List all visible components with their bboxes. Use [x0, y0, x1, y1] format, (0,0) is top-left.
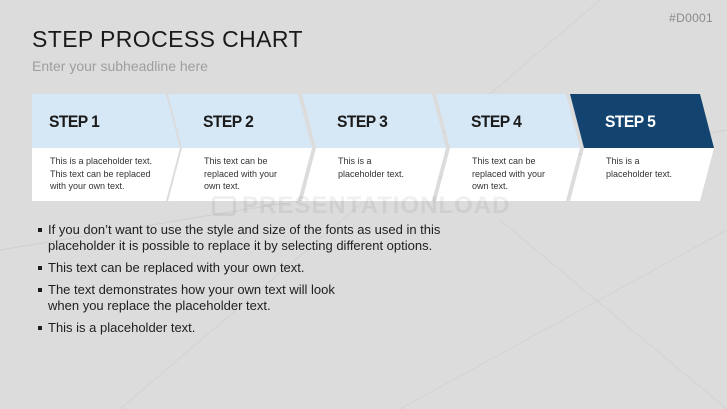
bullet-item-4: This is a placeholder text. — [36, 320, 496, 336]
step-3-text: This is a placeholder text. — [338, 156, 405, 179]
step-4-label: STEP 4 — [471, 112, 522, 131]
step-3-label: STEP 3 — [337, 112, 388, 131]
watermark-text: PRESENTATIONLOAD — [242, 192, 511, 219]
bullet-list — [36, 222, 496, 342]
step-1-label: STEP 1 — [49, 112, 100, 131]
page-title: STEP PROCESS CHART — [32, 26, 303, 52]
watermark — [212, 192, 510, 220]
step-1-text: This is a placeholder text. This text can be replaced with your own text. — [50, 156, 153, 191]
slide-id: #D0001 — [669, 11, 713, 25]
step-5-label: STEP 5 — [605, 112, 656, 131]
step-5-text: This is a placeholder text. — [606, 156, 673, 179]
step-2-text: This text can be replaced with your own text. — [204, 156, 278, 191]
step-2-label: STEP 2 — [203, 112, 254, 131]
bullet-item-1: If you don’t want to use the style and size of the fonts as used in this placeholder it is possible to replace it by selecting different options. — [36, 222, 496, 254]
bullet-item-2: This text can be replaced with your own text. — [36, 260, 496, 276]
speech-bubble-icon — [212, 196, 236, 216]
bullet-item-3: The text demonstrates how your own text will look when you replace the placeholder text. — [36, 282, 496, 314]
page-subtitle: Enter your subheadline here — [32, 58, 208, 74]
step-4-text: This text can be replaced with your own text. — [472, 156, 546, 191]
